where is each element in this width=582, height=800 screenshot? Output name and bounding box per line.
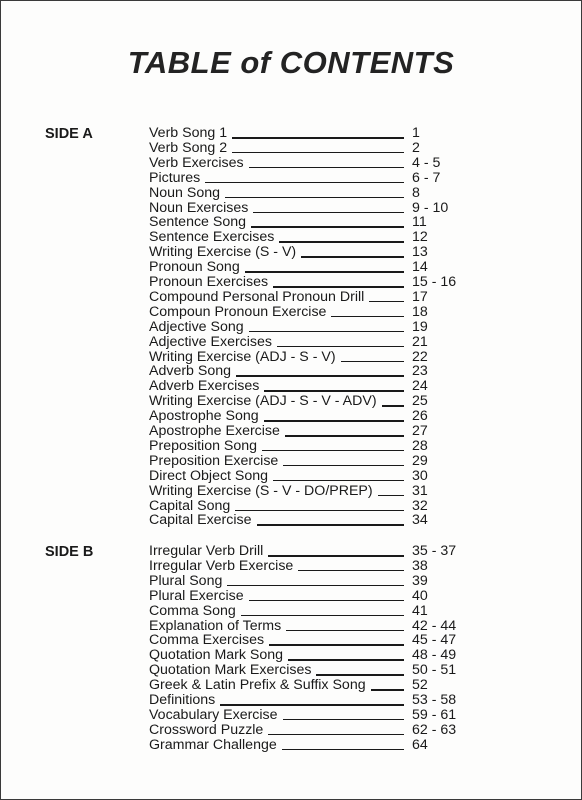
leader-line <box>331 316 404 318</box>
toc-entry-title: Preposition Song <box>149 437 258 454</box>
toc-entry-title: Apostrophe Exercise <box>149 423 280 439</box>
toc-entry-page: 8 <box>412 184 420 201</box>
toc-entry-title: Capital Exercise <box>149 512 252 529</box>
leader-line <box>257 524 404 526</box>
toc-entry <box>149 663 469 678</box>
toc-entry-title: Writing Exercise (ADJ - S - V) <box>149 348 336 365</box>
toc-entry <box>149 469 469 484</box>
toc-entry-title: Preposition Exercise <box>149 452 279 469</box>
leader-line <box>285 435 404 437</box>
toc-entry <box>149 484 469 499</box>
toc-entry-title: Irregular Verb Drill <box>149 543 264 559</box>
toc-entry <box>149 245 469 260</box>
leader-line <box>264 390 404 392</box>
leader-line <box>220 704 404 706</box>
toc-entry <box>149 305 469 320</box>
toc-entry-page: 25 <box>412 393 428 410</box>
toc-entry-page: 45 - 47 <box>412 632 457 649</box>
toc-entry-page: 22 <box>412 348 428 365</box>
toc-entry-title: Writing Exercise (ADJ - S - V - ADV) <box>149 393 377 410</box>
leader-line <box>382 405 404 407</box>
toc-entry-title: Sentence Song <box>149 214 247 231</box>
toc-entry <box>149 633 469 648</box>
leader-line <box>283 465 404 467</box>
leader-line <box>277 346 404 348</box>
leader-line <box>253 212 404 214</box>
toc-entry-page: 23 <box>412 363 428 380</box>
toc-entry-page: 24 <box>412 378 428 395</box>
toc-entry-title: Verb Song 2 <box>149 139 228 156</box>
leader-line <box>378 495 404 497</box>
toc-entry-page: 28 <box>412 437 428 454</box>
toc-entry <box>149 260 469 275</box>
leader-line <box>286 630 404 632</box>
toc-entry-title: Adjective Song <box>149 318 244 335</box>
toc-entry-title: Apostrophe Song <box>149 408 259 425</box>
section-label: SIDE B <box>45 544 94 560</box>
toc-entry <box>149 186 469 201</box>
toc-entry-page: 14 <box>412 259 428 276</box>
toc-entry-page: 53 - 58 <box>412 692 457 708</box>
leader-line <box>371 689 404 691</box>
leader-line <box>241 615 404 617</box>
toc-entry <box>149 409 469 424</box>
toc-entry-title: Grammar Challenge <box>149 736 277 753</box>
leader-line <box>232 152 404 154</box>
toc-entry <box>149 126 469 141</box>
leader-line <box>273 286 404 288</box>
toc-entry-title: Verb Song 1 <box>149 125 228 141</box>
toc-entry <box>149 290 469 305</box>
toc-entry-title: Writing Exercise (S - V - DO/PREP) <box>149 482 373 499</box>
leader-line <box>268 555 404 557</box>
toc-entry <box>149 589 469 604</box>
toc-entry-page: 4 - 5 <box>412 154 441 171</box>
toc-entry <box>149 424 469 439</box>
toc-entry <box>149 723 469 738</box>
toc-entry-title: Comma Exercises <box>149 632 265 649</box>
section-label: SIDE A <box>45 126 93 142</box>
leader-line <box>269 644 404 646</box>
toc-entry <box>149 394 469 409</box>
toc-entry <box>149 499 469 514</box>
toc-entry-page: 12 <box>412 229 428 246</box>
leader-line <box>236 375 404 377</box>
toc-entry-page: 38 <box>412 557 428 574</box>
toc-entry-title: Adjective Exercises <box>149 333 273 350</box>
toc-entry-page: 31 <box>412 482 428 499</box>
leader-line <box>282 749 404 751</box>
toc-entry-page: 39 <box>412 572 428 589</box>
leader-line <box>235 510 404 512</box>
toc-entry <box>149 350 469 365</box>
toc-entry <box>149 230 469 245</box>
toc-entry-page: 11 <box>412 214 427 231</box>
toc-entry-title: Adverb Song <box>149 363 232 380</box>
toc-entry-page: 17 <box>412 288 428 305</box>
toc-entry <box>149 364 469 379</box>
toc-entry <box>149 648 469 663</box>
toc-entry <box>149 335 469 350</box>
toc-entry-title: Explanation of Terms <box>149 617 282 634</box>
toc-entry <box>149 619 469 634</box>
leader-line <box>369 301 404 303</box>
leader-line <box>262 450 404 452</box>
toc-entry-page: 42 - 44 <box>412 617 457 634</box>
toc-entry-title: Quotation Mark Song <box>149 647 284 664</box>
leader-line <box>251 226 404 228</box>
leader-line <box>268 734 404 736</box>
toc-entry <box>149 513 469 528</box>
toc-entry-title: Definitions <box>149 692 216 708</box>
toc-entry-page: 32 <box>412 497 428 514</box>
page-title: TABLE of CONTENTS <box>127 45 455 80</box>
toc-entry-title: Pictures <box>149 169 201 186</box>
toc-entry-title: Direct Object Song <box>149 467 269 484</box>
toc-entry <box>149 544 469 559</box>
toc-entry-page: 48 - 49 <box>412 647 457 664</box>
toc-entry-page: 9 - 10 <box>412 199 449 216</box>
toc-entry-page: 18 <box>412 303 428 320</box>
leader-line <box>301 256 404 258</box>
toc-entry <box>149 320 469 335</box>
toc-entry-title: Vocabulary Exercise <box>149 706 278 723</box>
toc-entry <box>149 574 469 589</box>
toc-entry-title: Pronoun Song <box>149 259 240 276</box>
leader-line <box>232 137 404 139</box>
toc-entry-title: Plural Exercise <box>149 587 244 604</box>
leader-line <box>316 674 404 676</box>
toc-entry-title: Pronoun Exercises <box>149 274 269 290</box>
leader-line <box>249 167 404 169</box>
toc-entry-title: Sentence Exercises <box>149 229 275 246</box>
toc-entry <box>149 156 469 171</box>
toc-entry-page: 30 <box>412 467 428 484</box>
toc-entry <box>149 454 469 469</box>
toc-entry-title: Irregular Verb Exercise <box>149 557 294 574</box>
toc-entry <box>149 379 469 394</box>
leader-line <box>249 331 404 333</box>
toc-entry <box>149 201 469 216</box>
toc-entry-title: Quotation Mark Exercises <box>149 662 312 679</box>
toc-entry-title: Adverb Exercises <box>149 378 260 395</box>
toc-entry-title: Comma Song <box>149 602 236 619</box>
leader-line <box>227 585 404 587</box>
toc-entry-page: 41 <box>412 602 428 619</box>
leader-line <box>225 197 404 199</box>
leader-line <box>264 420 404 422</box>
toc-entry-title: Writing Exercise (S - V) <box>149 244 297 261</box>
toc-entry <box>149 604 469 619</box>
toc-entry-page: 21 <box>412 333 428 350</box>
toc-entry <box>149 439 469 454</box>
leader-line <box>273 480 404 482</box>
toc-entry-page: 50 - 51 <box>412 662 457 679</box>
toc-entry-page: 13 <box>412 244 428 261</box>
toc-entry <box>149 693 469 708</box>
toc-entry <box>149 141 469 156</box>
toc-entry <box>149 171 469 186</box>
leader-line <box>283 719 404 721</box>
leader-line <box>341 361 404 363</box>
toc-entry-page: 26 <box>412 408 428 425</box>
toc-entry <box>149 738 469 753</box>
toc-entry-page: 40 <box>412 587 428 604</box>
toc-entry <box>149 678 469 693</box>
leader-line <box>249 600 404 602</box>
toc-entry-page: 1 <box>412 125 420 141</box>
toc-entry-title: Compound Personal Pronoun Drill <box>149 288 365 305</box>
toc-entry <box>149 215 469 230</box>
toc-entry-title: Compoun Pronoun Exercise <box>149 303 327 320</box>
toc-entry-page: 34 <box>412 512 428 529</box>
toc-entry <box>149 708 469 723</box>
toc-entry-title: Verb Exercises <box>149 154 244 171</box>
toc-entry-page: 35 - 37 <box>412 543 457 559</box>
toc-entry-page: 15 - 16 <box>412 274 457 290</box>
toc-entry-title: Greek & Latin Prefix & Suffix Song <box>149 677 366 694</box>
toc-entry-page: 52 <box>412 677 428 694</box>
toc-entry-page: 19 <box>412 318 428 335</box>
toc-entry-page: 2 <box>412 139 420 156</box>
toc-entry-title: Noun Exercises <box>149 199 249 216</box>
toc-entry-page: 59 - 61 <box>412 706 457 723</box>
toc-entry-page: 6 - 7 <box>412 169 441 186</box>
toc-entry-title: Noun Song <box>149 184 220 201</box>
toc-entry-page: 27 <box>412 423 428 439</box>
toc-entry <box>149 275 469 290</box>
leader-line <box>279 241 404 243</box>
toc-entry-page: 64 <box>412 736 428 753</box>
leader-line <box>288 659 404 661</box>
toc-entry-page: 29 <box>412 452 428 469</box>
leader-line <box>205 182 404 184</box>
toc-entry-title: Plural Song <box>149 572 223 589</box>
leader-line <box>298 570 404 572</box>
toc-entry <box>149 559 469 574</box>
toc-entry-page: 62 - 63 <box>412 721 457 738</box>
toc-entry-title: Crossword Puzzle <box>149 721 264 738</box>
toc-entry-title: Capital Song <box>149 497 231 514</box>
leader-line <box>245 271 404 273</box>
